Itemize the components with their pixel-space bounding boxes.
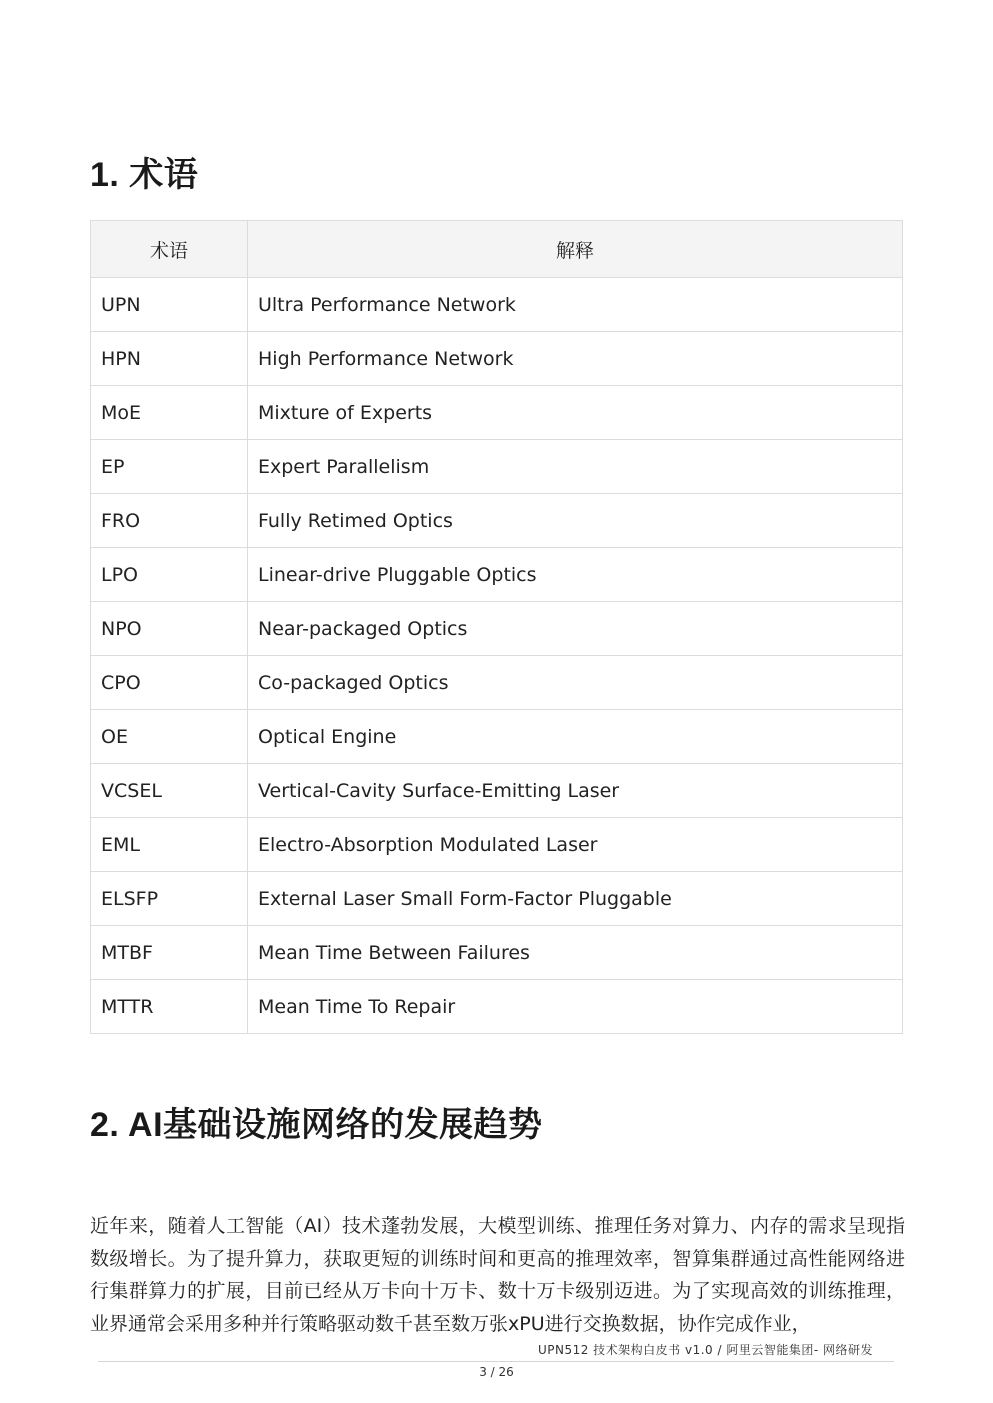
table-row [91,548,903,602]
table-row [91,764,903,818]
term-cell: HPN [91,332,248,386]
footer-document-info: UPN512 技术架构白皮书 v1.0 / 阿里云智能集团- 网络研发 [537,1343,873,1357]
intro-paragraph: 近年来，随着人工智能（AI）技术蓬勃发展，大模型训练、推理任务对算力、内存的需求呈现指数级增长。为了提升算力，获取更短的训练时间和更高的推理效率，智算集群通过高性能网络进行集群算力的扩展，目前已经从万卡向十万卡、数十万卡级别迈进。为了实现高效的训练推理，业界通常会采用多种并行策略驱动数千甚至数万张xPU进行交换数据，协作完成作业， [90,1215,905,1335]
definition-cell: Expert Parallelism [248,440,903,494]
definition-cell: Mean Time To Repair [248,980,903,1034]
table-row [91,332,903,386]
table-header-row [91,221,903,278]
definition-cell: High Performance Network [248,332,903,386]
definition-cell: External Laser Small Form-Factor Pluggable [248,872,903,926]
footer-divider [98,1361,894,1362]
table-row [91,386,903,440]
page-number: 3 / 26 [479,1365,514,1379]
table-row [91,872,903,926]
definition-cell: Ultra Performance Network [248,278,903,332]
definition-cell: Near-packaged Optics [248,602,903,656]
definition-cell: Linear-drive Pluggable Optics [248,548,903,602]
term-cell: EP [91,440,248,494]
table-row [91,926,903,980]
definition-cell: Vertical-Cavity Surface-Emitting Laser [248,764,903,818]
term-cell: MTTR [91,980,248,1034]
definition-cell: Mean Time Between Failures [248,926,903,980]
section-title-terms: 1. 术语 [90,156,199,194]
column-header-term: 术语 [91,221,248,278]
terms-table [90,220,903,1034]
term-cell: MTBF [91,926,248,980]
term-cell: ELSFP [91,872,248,926]
term-cell: FRO [91,494,248,548]
definition-cell: Electro-Absorption Modulated Laser [248,818,903,872]
terms-table-body [91,278,903,1034]
definition-cell: Optical Engine [248,710,903,764]
term-cell: OE [91,710,248,764]
table-row [91,710,903,764]
term-cell: NPO [91,602,248,656]
section-title-trends: 2. AI基础设施网络的发展趋势 [90,1106,543,1144]
table-row [91,818,903,872]
table-row [91,440,903,494]
term-cell: CPO [91,656,248,710]
definition-cell: Mixture of Experts [248,386,903,440]
term-cell: MoE [91,386,248,440]
term-cell: UPN [91,278,248,332]
table-row [91,980,903,1034]
table-row [91,602,903,656]
definition-cell: Co-packaged Optics [248,656,903,710]
definition-cell: Fully Retimed Optics [248,494,903,548]
column-header-definition: 解释 [248,221,903,278]
term-cell: LPO [91,548,248,602]
term-cell: VCSEL [91,764,248,818]
term-cell: EML [91,818,248,872]
table-row [91,278,903,332]
table-row [91,656,903,710]
table-row [91,494,903,548]
